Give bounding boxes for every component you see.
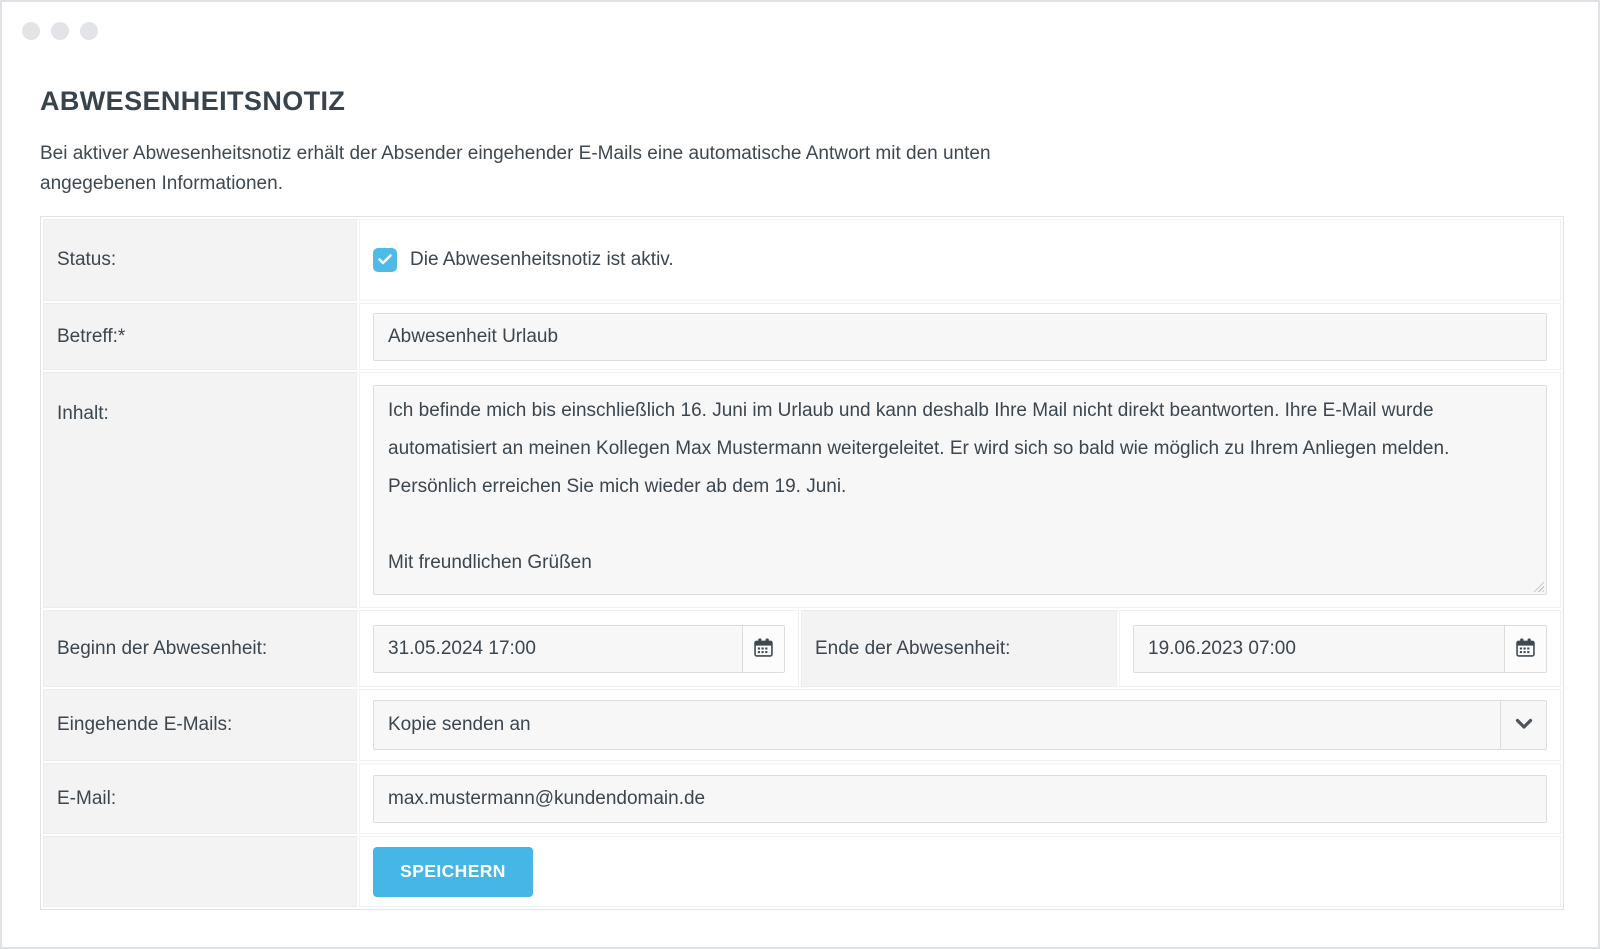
out-of-office-form	[40, 216, 1564, 910]
absence-end-value[interactable]: 19.06.2023 07:00	[1148, 637, 1296, 659]
active-checkbox[interactable]	[373, 248, 397, 272]
email-label: E-Mail:	[43, 763, 357, 834]
subject-input[interactable]	[373, 313, 1547, 361]
status-label: Status:	[43, 219, 357, 301]
absence-dates-row	[43, 610, 1561, 687]
active-checkbox-label: Die Abwesenheitsnotiz ist aktiv.	[410, 249, 674, 270]
window-dot	[80, 22, 98, 40]
page-description: Bei aktiver Abwesenheitsnotiz erhält der Absender eingehender E-Mails eine automatische Antwort mit den unten angegebenen Informationen.	[40, 143, 991, 194]
save-row-empty-cell	[43, 836, 357, 907]
email-row	[43, 763, 1561, 834]
incoming-mails-selected-option[interactable]: Kopie senden an	[388, 714, 531, 735]
absence-end-label: Ende der Abwesenheit:	[801, 610, 1117, 687]
status-checkbox-row	[373, 248, 1547, 272]
save-button[interactable]: SPEICHERN	[373, 847, 533, 897]
absence-end-calendar-button[interactable]	[1504, 626, 1546, 672]
content-textarea[interactable]	[373, 385, 1547, 595]
chevron-down-icon	[1515, 714, 1533, 736]
window-dot	[22, 22, 40, 40]
check-icon	[378, 249, 392, 271]
incoming-mails-label: Eingehende E-Mails:	[43, 689, 357, 761]
absence-end-input[interactable]	[1133, 625, 1547, 673]
page-title: ABWESENHEITSNOTIZ	[40, 86, 346, 116]
absence-start-label: Beginn der Abwesenheit:	[43, 610, 357, 687]
settings-page	[2, 2, 1598, 910]
content-label: Inhalt:	[43, 372, 357, 608]
save-row	[43, 836, 1561, 907]
absence-start-calendar-button[interactable]	[742, 626, 784, 672]
window-controls	[22, 22, 98, 40]
calendar-icon	[754, 638, 773, 660]
subject-label: Betreff:*	[43, 303, 357, 370]
incoming-mails-select[interactable]	[373, 700, 1547, 750]
incoming-mails-row	[43, 689, 1561, 761]
email-input[interactable]	[373, 775, 1547, 823]
window-dot	[51, 22, 69, 40]
absence-start-value[interactable]: 31.05.2024 17:00	[388, 637, 536, 659]
subject-row	[43, 303, 1561, 370]
content-row	[43, 372, 1561, 608]
calendar-icon	[1516, 638, 1535, 660]
status-row	[43, 219, 1561, 301]
absence-start-input[interactable]	[373, 625, 785, 673]
